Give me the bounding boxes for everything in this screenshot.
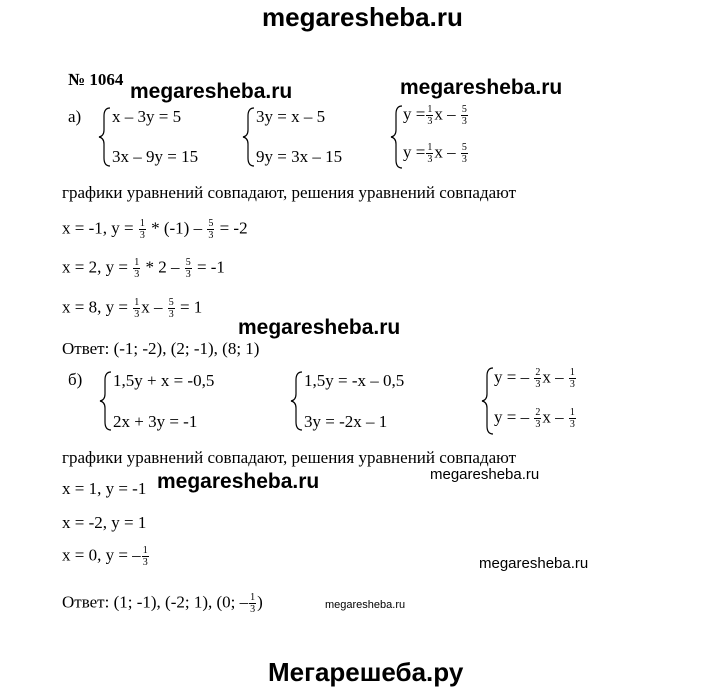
problem-number: № 1064 <box>68 70 124 89</box>
watermark-small: megaresheba.ru <box>479 555 589 572</box>
watermark-overlay: megaresheba.ru <box>130 80 293 103</box>
system-equation: 3y = -2x – 1 <box>304 412 388 431</box>
conclusion-text: графики уравнений совпадают, решения уравнений совпадают <box>62 448 517 467</box>
brace-icon <box>98 106 112 168</box>
part-a-label: а) <box>68 107 82 126</box>
brace-icon <box>390 104 404 170</box>
solution-line: x = 8, y = $\frac{1}{3}$ x – $\frac{5}{3}$ = 1 <box>62 297 203 320</box>
header-watermark: megaresheba.ru <box>262 2 463 32</box>
system-equation: 1,5y = -x – 0,5 <box>304 371 405 390</box>
answer-text: Ответ: (1; -1), (-2; 1), (0; – $\frac{1}{3}$ ) <box>62 592 263 615</box>
solution-line: x = -1, y = $\frac{1}{3}$ * (-1) – $\frac{5}{3}$ = -2 <box>62 218 248 241</box>
system-equation: 9y = 3x – 15 <box>256 147 343 166</box>
brace-icon <box>290 370 304 432</box>
watermark-tiny: megaresheba.ru <box>325 599 406 611</box>
footer-watermark: Мегарешеба.ру <box>268 657 464 687</box>
system-equation: y = $\frac{1}{3}$ x – $\frac{5}{3}$ <box>403 104 467 127</box>
answer-text: Ответ: (-1; -2), (2; -1), (8; 1) <box>62 339 260 358</box>
conclusion-text: графики уравнений совпадают, решения уравнений совпадают <box>62 183 517 202</box>
brace-icon <box>242 106 256 168</box>
system-equation: 3y = x – 5 <box>256 107 326 126</box>
system-equation: y = – $\frac{2}{3}$ x – $\frac{1}{3}$ <box>494 407 575 430</box>
system-equation: y = $\frac{1}{3}$ x – $\frac{5}{3}$ <box>403 142 467 165</box>
system-equation: 2x + 3y = -1 <box>113 412 198 431</box>
system-equation: x – 3y = 5 <box>112 107 182 126</box>
watermark-overlay: megaresheba.ru <box>157 470 320 493</box>
part-b-label: б) <box>68 370 83 389</box>
watermark-overlay: megaresheba.ru <box>400 76 563 99</box>
solution-line: x = 0, y = – $\frac{1}{3}$ <box>62 545 148 568</box>
watermark-overlay: megaresheba.ru <box>238 316 401 339</box>
brace-icon <box>99 370 113 432</box>
solution-line: x = 1, y = -1 <box>62 479 147 498</box>
brace-icon <box>481 366 495 436</box>
system-equation: 1,5y + x = -0,5 <box>113 371 215 390</box>
solution-line: x = -2, y = 1 <box>62 513 147 532</box>
system-equation: y = – $\frac{2}{3}$ x – $\frac{1}{3}$ <box>494 367 575 390</box>
solution-line: x = 2, y = $\frac{1}{3}$ * 2 – $\frac{5}{3}$ = -1 <box>62 257 225 280</box>
system-equation: 3x – 9y = 15 <box>112 147 199 166</box>
watermark-small: megaresheba.ru <box>430 466 540 483</box>
